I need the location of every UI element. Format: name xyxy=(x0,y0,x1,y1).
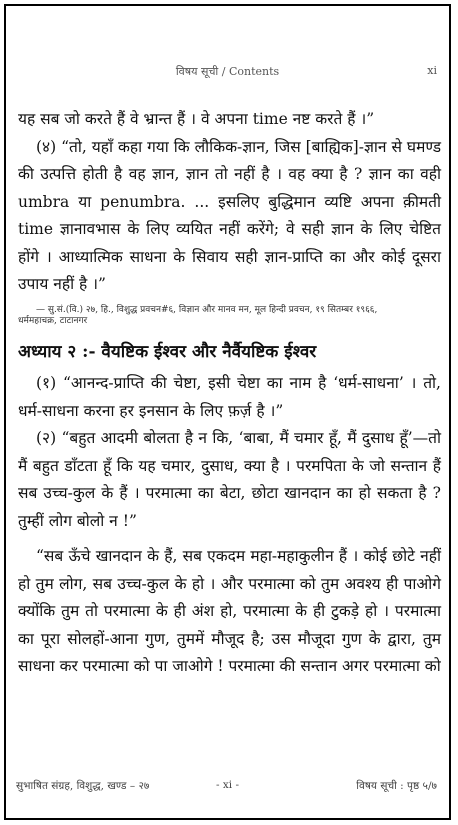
footer-section-page: विषय सूची : पृष्ठ ५/७ xyxy=(356,780,437,792)
page-content xyxy=(18,106,441,681)
header-title: विषय सूची / Contents xyxy=(175,65,280,78)
citation-note xyxy=(18,305,441,327)
citation-line-1: — सु.सं.(वि.) २७, हि., विशुद्ध प्रवचन#६, विज्ञान और मानव मन, मूल हिन्दी प्रवचन, १९ सितम्बर १९६६, xyxy=(36,304,378,315)
page-header xyxy=(6,64,449,82)
paragraph-1: यह सब जो करते हैं वे भ्रान्त हैं । वे अपना time नष्ट करते हैं ।” xyxy=(18,110,375,128)
footer-page-number: - xi - xyxy=(215,779,240,791)
paragraph-3: (१) “आनन्द-प्राप्ति की चेष्टा, इसी चेष्टा का नाम है ‘धर्म-साधना’ । तो, धर्म-साधना करना हर इनसान के लिए फ़र्ज़ है ।” xyxy=(18,374,441,420)
header-page-number: xi xyxy=(427,64,437,77)
paragraph-gap xyxy=(18,535,441,543)
citation-line-2: धर्ममहाचक्र, टाटानगर xyxy=(18,315,88,326)
chapter-heading: अध्याय २ :- वैयष्टिक ईश्वर और नैर्वैयष्टिक ईश्वर xyxy=(18,341,317,362)
paragraph-2: (४) “तो, यहाँ कहा गया कि लौकिक-ज्ञान, जिस [बाह्यिक]-ज्ञान से घमण्ड की उत्पत्ति होती है वह ज्ञान, ज्ञान तो नहीं है । वह क्या है ? ज्ञान का वही umbra या penumbra. ... इसलिए बुद्धिमान व्यष्टि अपना क़ीमती time ज्ञानावभास के लिए व्ययित नहीं करेंगे; वे सही ज्ञान के लिए चेष्टित होंगे । आध्यात्मिक साधना के सिवाय सही ज्ञान-प्राप्ति का और कोई दूसरा उपाय नहीं है ।” xyxy=(18,137,441,293)
paragraph-4: (२) “बहुत आदमी बोलता है न कि, ‘बाबा, मैं चमार हूँ, मैं दुसाध हूँ’—तो मैं बहुत डाँटता हूँ कि यह चमार, दुसाध, क्या है । परमपिता के जो सन्तान हैं सब उच्च-कुल के हैं । परमात्मा का बेटा, छोटा खानदान का हो सकता है ? तुम्हीं लोग बोलो न !” xyxy=(18,429,441,530)
page-footer xyxy=(6,779,449,795)
paragraph-5: “सब ऊँचे खानदान के हैं, सब एकदम महा-महाकुलीन हैं । कोई छोटे नहीं हो तुम लोग, सब उच्च-कुल के हो । और परमात्मा को तुम अवश्य ही पाओगे क्योंकि तुम तो परमात्मा के ही अंश हो, परमात्मा के ही टुकड़े हो । परमात्मा का पूरा सोलहों-आना गुण, तुममें मौजूद है; उस मौजूदा गुण के द्वारा, तुम साधना कर परमात्मा को पा जाओगे ! परमात्मा की सन्तान अगर परमात्मा को xyxy=(18,547,441,675)
page-frame xyxy=(4,4,451,820)
footer-source: सुभाषित संग्रह, विशुद्ध, खण्ड – २७ xyxy=(16,780,150,792)
